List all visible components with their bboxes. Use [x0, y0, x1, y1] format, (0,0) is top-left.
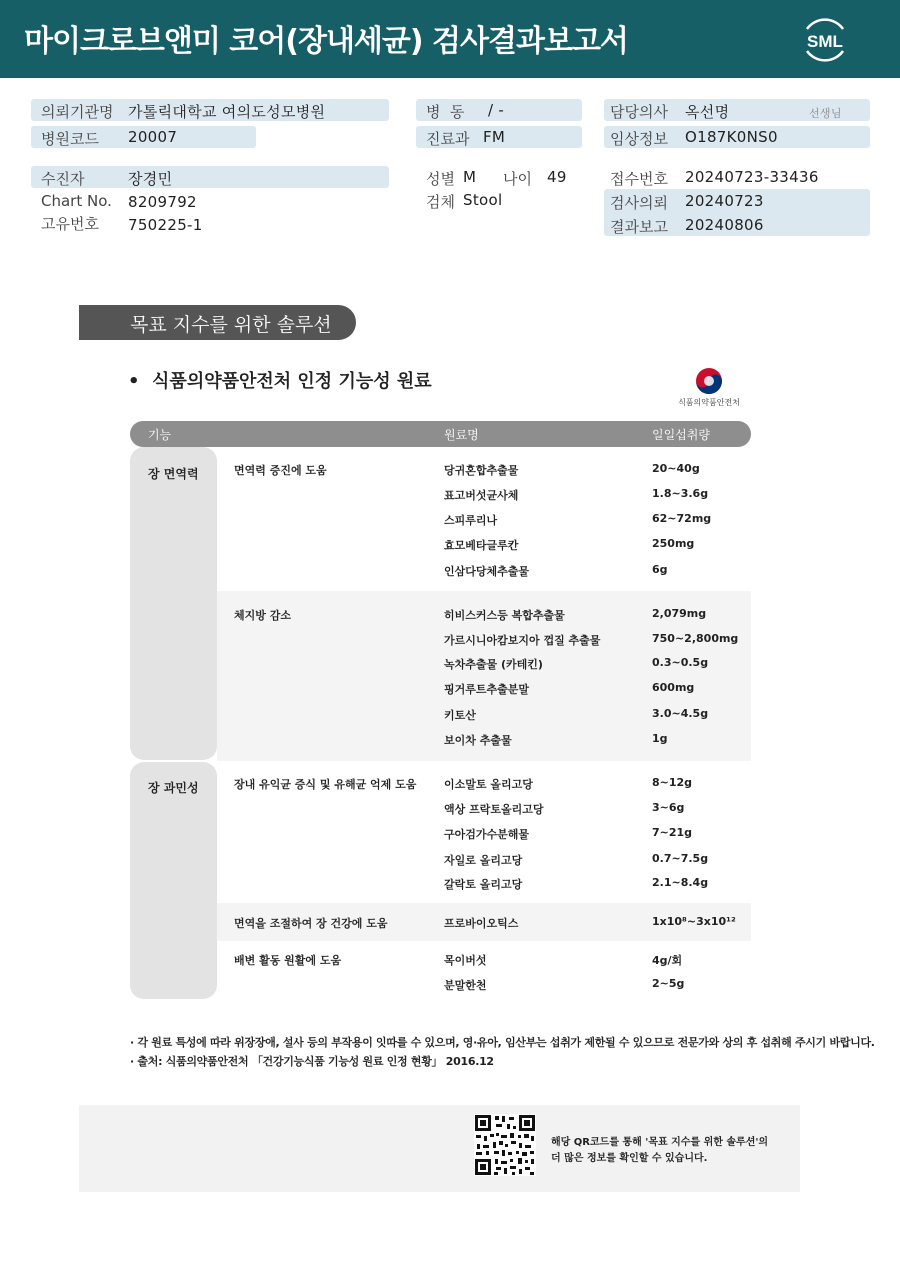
function-label: 체지방 감소	[234, 609, 291, 622]
doctor-value: 옥선명	[685, 103, 730, 121]
section-title: 목표 지수를 위한 솔루션	[130, 314, 332, 336]
amount-cell: 2,079mg	[652, 607, 707, 620]
specimen-value: Stool	[463, 191, 503, 209]
amount-cell: 600mg	[652, 681, 695, 694]
amount-cell: 0.7~7.5g	[652, 852, 709, 865]
hospital-value: 가톨릭대학교 여의도성모병원	[128, 103, 326, 121]
logo-text: SML	[807, 32, 843, 51]
ingredient-cell: 핑거루트추출분말	[444, 683, 530, 696]
amount-cell: 62~72mg	[652, 512, 712, 525]
amount-cell: 2.1~8.4g	[652, 876, 709, 889]
table-header	[130, 421, 751, 447]
ingredient-cell: 보이차 추출물	[444, 734, 512, 747]
amount-cell: 7~21g	[652, 826, 693, 839]
amount-cell: 0.3~0.5g	[652, 656, 709, 669]
qr-text-line1: 해당 QR코드를 통해 '목표 지수를 위한 솔루션'의	[551, 1137, 769, 1148]
amount-cell: 1.8~3.6g	[652, 487, 709, 500]
amount-cell: 6g	[652, 563, 668, 576]
patient-value: 장경민	[128, 170, 173, 188]
hospital-label: 의뢰기관명	[41, 103, 114, 121]
ingredient-cell: 히비스커스등 복합추출물	[444, 609, 565, 622]
section-heading-text: 식품의약품안전처 인정 기능성 원료	[152, 371, 432, 392]
ingredient-cell: 목이버섯	[444, 954, 487, 967]
ingredient-cell: 스피루리나	[444, 514, 498, 527]
category-label-immune: 장 면역력	[148, 467, 199, 481]
ingredient-cell: 키토산	[444, 709, 476, 722]
report-label: 결과보고	[610, 218, 668, 236]
chart-no-label: Chart No.	[41, 192, 112, 210]
category-box-immune	[130, 447, 217, 760]
receipt-label: 접수번호	[610, 170, 668, 188]
ingredient-cell: 갈락토 올리고당	[444, 878, 523, 891]
specimen-label: 검체	[426, 193, 455, 211]
amount-cell: 4g/회	[652, 954, 683, 967]
category-box-sensitive	[130, 762, 217, 999]
footnote-text: 각 원료 특성에 따라 위장장애, 설사 등의 부작용이 잇따를 수 있으며, 영·유아, 임산부는 섭취가 제한될 수 있으므로 전문가와 상의 후 섭취해 주시기 바랍니다.	[137, 1036, 875, 1049]
report-title: 마이크로브앤미 코어(장내세균) 검사결과보고서	[24, 24, 628, 59]
ingredient-cell: 구아검가수분해물	[444, 828, 530, 841]
clinical-value: O187K0NS0	[685, 128, 778, 146]
chart-no-value: 8209792	[128, 193, 197, 211]
header-amount: 일일섭취량	[652, 428, 710, 442]
ingredient-cell: 당귀혼합추출물	[444, 464, 519, 477]
amount-cell: 2~5g	[652, 977, 685, 990]
report-value: 20240806	[685, 216, 764, 234]
qr-code-icon[interactable]	[474, 1114, 536, 1176]
mfds-logo	[676, 366, 742, 410]
section-heading: • 식품의약품안전처 인정 기능성 원료	[128, 371, 432, 392]
function-label: 배변 활동 원활에 도움	[234, 954, 342, 967]
header-function: 기능	[148, 428, 172, 442]
patient-row-bg	[31, 166, 389, 188]
patient-label: 수진자	[41, 170, 85, 188]
ingredient-cell: 자일로 올리고당	[444, 854, 523, 867]
mfds-caption: 식품의약품안전처	[678, 398, 740, 407]
ingredient-cell: 프로바이오틱스	[444, 917, 519, 930]
amount-cell: 1x10⁸~3x10¹²	[652, 915, 736, 928]
footnote: · 출처: 식품의약품안전처 「건강기능식품 기능성 원료 인정 현황」 2016.12	[130, 1055, 494, 1068]
amount-cell: 3.0~4.5g	[652, 707, 709, 720]
ingredient-cell: 가르시니아캄보지아 껍질 추출물	[444, 634, 601, 647]
footnote: · 각 원료 특성에 따라 위장장애, 설사 등의 부작용이 잇따를 수 있으며, 영·유아, 임산부는 섭취가 제한될 수 있으므로 전문가와 상의 후 섭취해 주시기 바랍니다.	[130, 1036, 875, 1049]
header-ingredient: 원료명	[444, 428, 479, 442]
ward-value: / -	[488, 101, 505, 119]
age-value: 49	[547, 168, 567, 186]
clinical-label: 임상정보	[610, 130, 668, 148]
amount-cell: 1g	[652, 732, 668, 745]
korea-emblem-icon	[694, 366, 724, 396]
ingredient-cell: 녹차추출물 (카테킨)	[444, 658, 543, 671]
amount-cell: 250mg	[652, 537, 695, 550]
dept-label: 진료과	[426, 130, 470, 148]
ingredient-cell: 효모베타글루칸	[444, 539, 519, 552]
function-label: 장내 유익균 증식 및 유해균 억제 도움	[234, 778, 417, 791]
sex-value: M	[463, 168, 477, 186]
receipt-value: 20240723-33436	[685, 168, 819, 186]
qr-text-line2: 더 많은 정보를 확인할 수 있습니다.	[551, 1153, 708, 1164]
ingredient-cell: 인삼다당체추출물	[444, 565, 530, 578]
amount-cell: 8~12g	[652, 776, 693, 789]
sml-logo-icon	[797, 11, 853, 67]
amount-cell: 20~40g	[652, 462, 700, 475]
age-label: 나이	[503, 170, 532, 188]
ingredient-cell: 이소말토 올리고당	[444, 778, 533, 791]
function-label: 면역을 조절하여 장 건강에 도움	[234, 917, 388, 930]
hospital-code-label: 병원코드	[41, 130, 99, 148]
qr-section	[79, 1105, 800, 1192]
ward-label: 병 동	[426, 103, 465, 121]
footnote-text: 출처: 식품의약품안전처 「건강기능식품 기능성 원료 인정 현황」 2016.12	[137, 1055, 494, 1068]
ingredient-cell: 액상 프락토올리고당	[444, 803, 544, 816]
request-label: 검사의뢰	[610, 194, 668, 212]
category-label-sensitive: 장 과민성	[148, 781, 199, 795]
function-label: 면역력 증진에 도움	[234, 464, 327, 477]
ingredient-cell: 분말한천	[444, 979, 487, 992]
unique-id-label: 고유번호	[41, 215, 99, 233]
report-header	[0, 0, 900, 78]
ingredient-cell: 표고버섯균사체	[444, 489, 519, 502]
amount-cell: 3~6g	[652, 801, 685, 814]
doctor-label: 담당의사	[610, 103, 668, 121]
sex-label: 성별	[426, 170, 455, 188]
amount-cell: 750~2,800mg	[652, 632, 739, 645]
doctor-suffix: 선생님	[809, 107, 842, 120]
section-title-pill	[79, 305, 356, 340]
request-value: 20240723	[685, 192, 764, 210]
dept-value: FM	[483, 128, 506, 146]
unique-id-value: 750225-1	[128, 216, 203, 234]
hospital-code-value: 20007	[128, 128, 178, 146]
